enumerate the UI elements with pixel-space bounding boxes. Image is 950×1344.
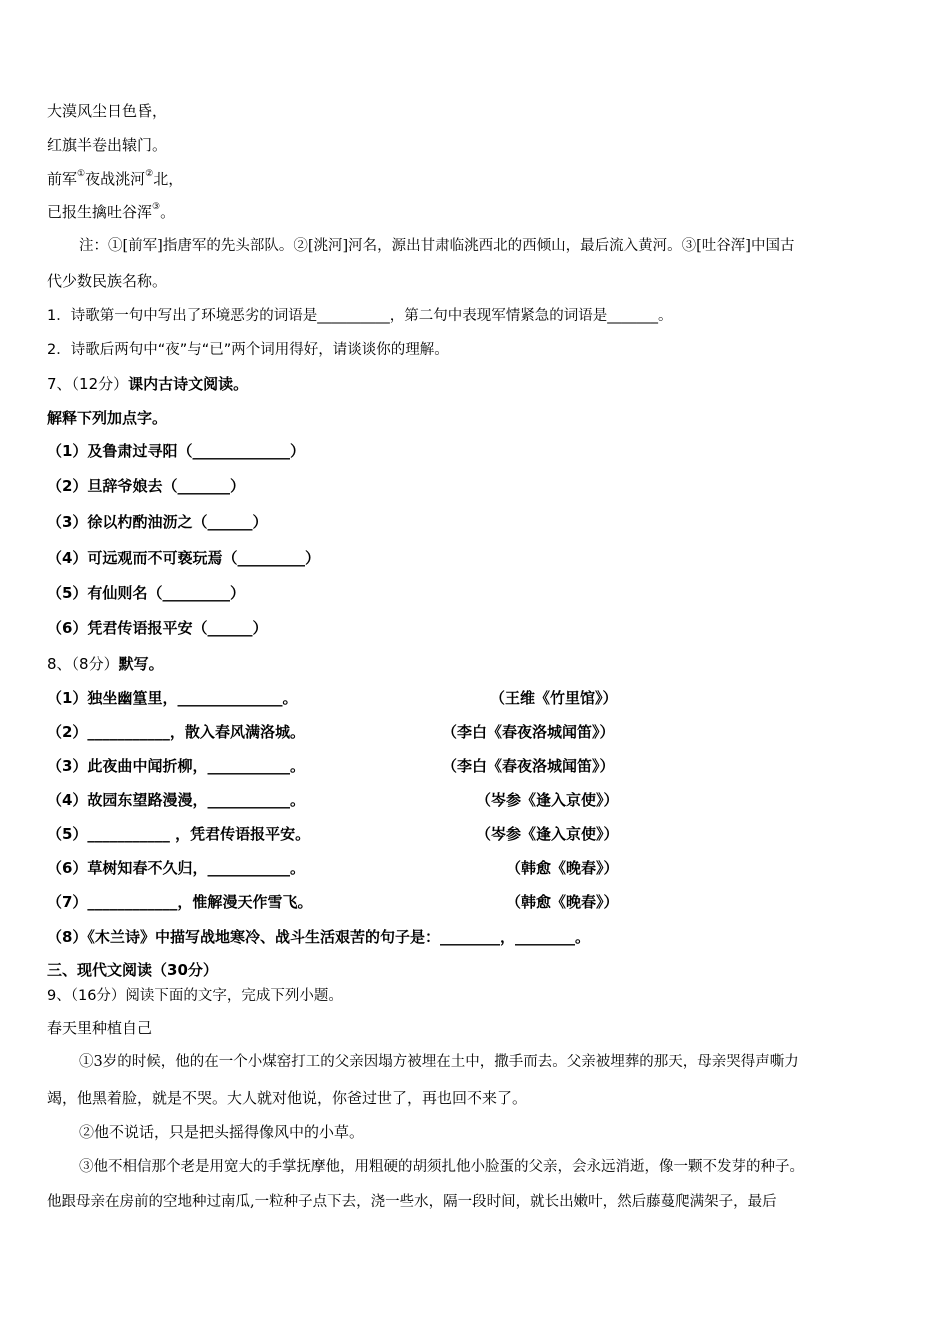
poem-line-2: 红旗半卷出辕门。 [47,136,168,154]
footnote-marker: ② [145,169,154,179]
q7-item: （4）可远观而不可亵玩焉（_________） [47,549,320,567]
q8-source: （韩愈《晚春》） [506,893,619,911]
poem-text: 北， [153,170,184,188]
question-title: 默写。 [118,655,164,673]
question-9: 9、（16分）阅读下面的文字，完成下列小题。 [47,988,343,1004]
paragraph-2: ②他不说话，只是把头摇得像风中的小草。 [79,1123,365,1141]
q8-item: （7）____________，惟解漫天作雪飞。 [47,893,313,911]
poem-text: 。 [160,203,176,221]
paragraph-3-line-2: 他跟母亲在房前的空地种过南瓜,一粒种子点下去，浇一些水，隔一段时间，就长出嫩叶，然后藤蔓爬满架子，最后 [47,1194,777,1210]
q8-source: （李白《春夜洛城闻笛》） [442,723,615,741]
q7-item: （6）凭君传语报平安（______） [47,619,268,637]
q8-item: （4）故园东望路漫漫，___________。 [47,791,305,809]
question-number: 7、（12分） [47,375,129,393]
poem-line-1: 大漠风尘日色昏， [47,102,168,120]
paragraph-1-line-1: ①3岁的时候，他的在一个小煤窑打工的父亲因塌方被埋在土中，撒手而去。父亲被埋葬的那天，母亲哭得声嘶力 [79,1054,799,1070]
q8-source: （王维《竹里馆》） [490,689,618,707]
paragraph-3-line-1: ③他不相信那个老是用宽大的手掌抚摩他，用粗硬的胡须扎他小脸蛋的父亲，会永远消逝，像一颗不发芽的种子。 [79,1159,804,1175]
question-8-header [47,654,164,674]
q8-item: （1）独坐幽篁里，______________。 [47,689,298,707]
q8-item: （6）草树知春不久归，___________。 [47,859,305,877]
poem-text: 前军 [47,170,78,188]
q7-item: （3）徐以杓酌油沥之（______） [47,513,268,531]
q7-item: （5）有仙则名（_________） [47,584,245,602]
question-6-1: 1．诗歌第一句中写出了环境恶劣的词语是__________，第二句中表现军情紧急的词语是_______。 [47,308,673,324]
question-6-2: 2．诗歌后两句中“夜”与“已”两个词用得好，请谈谈你的理解。 [47,342,449,358]
note-line-1: 注：①[前军]指唐军的先头部队。②[洮河]河名，源出甘肃临洮西北的西倾山，最后流入黄河。③[吐谷浑]中国古 [79,238,795,254]
q7-item: （1）及鲁肃过寻阳（_____________） [47,442,305,460]
q8-item: （2）___________，散入春风满洛城。 [47,723,305,741]
question-number: 8、（8分） [47,655,119,673]
footnote-marker: ③ [152,202,161,212]
note-line-2: 代少数民族名称。 [47,272,168,290]
article-title: 春天里种植自己 [47,1019,153,1037]
q8-source: （岑参《逢入京使》） [476,791,619,809]
poem-line-4 [47,202,175,222]
poem-text: 已报生擒吐谷浑 [47,203,153,221]
q8-item: （3）此夜曲中闻折柳，___________。 [47,757,305,775]
question-7-header [47,374,248,394]
q8-source: （岑参《逢入京使》） [476,825,619,843]
q8-item: （8）《木兰诗》中描写战地寒冷、战斗生活艰苦的句子是：________，________。 [47,928,590,946]
q8-source: （韩愈《晚春》） [506,859,619,877]
question-7-instruction: 解释下列加点字。 [47,409,168,427]
section-3-heading: 三、现代文阅读（30分） [47,961,218,979]
q7-item: （2）旦辞爷娘去（_______） [47,477,245,495]
paragraph-1-line-2: 竭，他黑着脸，就是不哭。大人就对他说，你爸过世了，再也回不来了。 [47,1089,528,1107]
footnote-marker: ① [77,169,86,179]
q8-item: （5）___________ ，凭君传语报平安。 [47,825,311,843]
question-title: 课内古诗文阅读。 [128,375,249,393]
poem-line-3 [47,169,183,189]
poem-text: 夜战洮河 [85,170,146,188]
q8-source: （李白《春夜洛城闻笛》） [442,757,615,775]
